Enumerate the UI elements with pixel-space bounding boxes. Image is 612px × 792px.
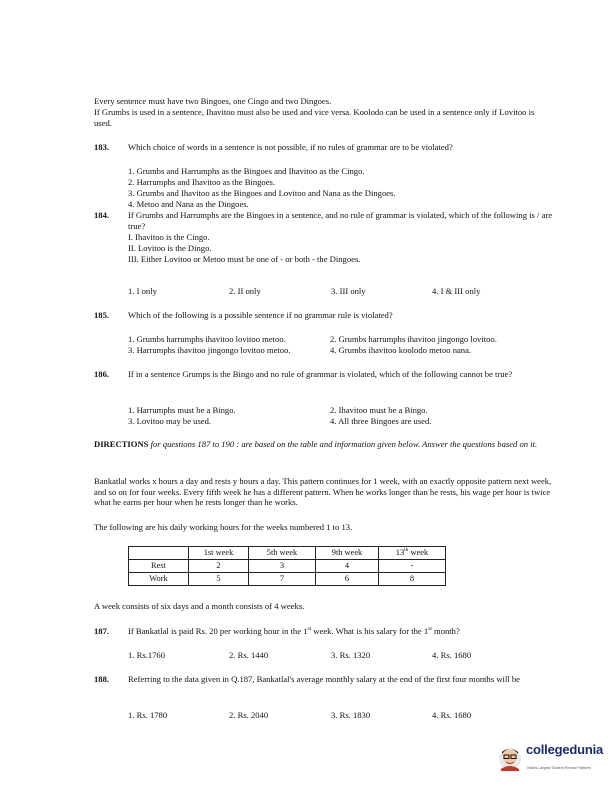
table-header-cell: 1st week — [189, 547, 249, 560]
directions — [94, 439, 554, 450]
table-header-cell: 5th week — [249, 547, 316, 560]
question-184-text: If Grumbs and Harrumphs are the Bingoes in a sentence, and no rule of grammar is violated, which of the following is / are true? — [128, 210, 553, 231]
question-188-number: 188. — [94, 674, 110, 684]
question-184-statement-1: I. Ihavitoo is the Cingo. — [128, 232, 210, 242]
brand-name: collegedunia — [526, 742, 604, 757]
question-184-option-3: 3. III only — [331, 286, 366, 296]
question-185-option-4: 4. Grumbs ihavitoo koolodo metoo nana. — [330, 345, 472, 355]
question-184-option-2: 2. II only — [229, 286, 261, 296]
directions-label: DIRECTIONS — [94, 439, 149, 449]
table-cell: 2 — [189, 560, 249, 573]
question-186-option-2: 2. Ihavitoo must be a Bingo. — [330, 405, 428, 415]
question-185-option-2: 2. Grumbs harrumphs ihavitoo jingongo lovitoo. — [330, 334, 497, 344]
question-185-option-1: 1. Grumbs harrumphs ihavitoo lovitoo metoo. — [128, 334, 286, 344]
question-186-option-1: 1. Harrumphs must be a Bingo. — [128, 405, 236, 415]
directions-text: for questions 187 to 190 : are based on the table and information given below. Answer the questions based on it. — [148, 439, 538, 449]
question-188-option-3: 3. Rs. 1830 — [331, 710, 371, 720]
intro-rule-1: Every sentence must have two Bingoes, one Cingo and two Dingoes. — [94, 96, 332, 106]
table-cell: - — [379, 560, 446, 573]
question-188-option-2: 2. Rs. 2040 — [229, 710, 269, 720]
table-cell: 8 — [379, 573, 446, 586]
question-187-text: If Bankatlal is paid Rs. 20 per working hour in the 1st week. What is his salary for the 1st month? — [128, 626, 460, 636]
table-row — [129, 560, 446, 573]
table-cell: 5 — [189, 573, 249, 586]
question-187-number: 187. — [94, 626, 110, 636]
table-header-text: 9th week — [331, 548, 363, 557]
question-184-option-1: 1. I only — [128, 286, 157, 296]
question-183-text: Which choice of words in a sentence is not possible, if no rules of grammar are to be violated? — [128, 142, 453, 152]
question-185-number: 185. — [94, 310, 110, 320]
table-cell: 4 — [316, 560, 379, 573]
passage-lead: The following are his daily working hours for the weeks numbered 1 to 13. — [94, 522, 353, 532]
question-186-option-3: 3. Lovitoo may be used. — [128, 416, 212, 426]
question-188-text: Referring to the data given in Q.187, Bankatlal's average monthly salary at the end of the first four months will be — [128, 674, 520, 684]
question-185-text: Which of the following is a possible sentence if no grammar rule is violated? — [128, 310, 393, 320]
table-row — [129, 573, 446, 586]
question-183-option-2: 2. Harrumphs and Ihavitoo as the Bingoes. — [128, 177, 276, 187]
question-188-option-4: 4. Rs. 1680 — [432, 710, 472, 720]
question-187-option-4: 4. Rs. 1680 — [432, 650, 472, 660]
question-184-number: 184. — [94, 210, 110, 220]
question-184-statement-2: II. Lovitoo is the Dingo. — [128, 243, 212, 253]
passage-paragraph: Bankatlal works x hours a day and rests y hours a day. This pattern continues for 1 week, with an exactly opposite pattern next week, and so on for four weeks. Every fifth week he has a different pattern. When he works longer than he rests, his wage per hour is twice what he earns per hour when he rests longer than he works. — [94, 476, 552, 508]
table-header-row — [129, 547, 446, 560]
working-hours-table — [128, 546, 446, 586]
table-cell: Rest — [129, 560, 189, 573]
table-header-cell: 13th week — [379, 547, 446, 560]
week-note: A week consists of six days and a month consists of 4 weeks. — [94, 601, 305, 611]
table-header-cell — [316, 547, 379, 560]
question-187-option-2: 2. Rs. 1440 — [229, 650, 269, 660]
question-183-option-3: 3. Grumbs and Ihavitoo as the Bingoes and Lovitoo and Nana as the Dingoes. — [128, 188, 396, 198]
question-183-option-4: 4. Metoo and Nana as the Dingoes. — [128, 199, 249, 209]
table-cell: 3 — [249, 560, 316, 573]
question-188-option-1: 1. Rs. 1780 — [128, 710, 168, 720]
table-cell: Work — [129, 573, 189, 586]
table-cell: 7 — [249, 573, 316, 586]
table-header-cell — [129, 547, 189, 560]
table-cell: 6 — [316, 573, 379, 586]
question-186-number: 186. — [94, 369, 110, 379]
question-186-text: If in a sentence Grumps is the Bingo and no rule of grammar is violated, which of the following cannot be true? — [128, 369, 513, 379]
question-184-option-4: 4. I & III only — [432, 286, 481, 296]
question-187-option-3: 3. Rs. 1320 — [331, 650, 371, 660]
question-184-statement-3: III. Either Lovitoo or Metoo must be one of - or both - the Dingoes. — [128, 254, 361, 264]
question-186-option-4: 4. All three Bingoes are used. — [330, 416, 432, 426]
question-183-number: 183. — [94, 142, 110, 152]
question-185-option-3: 3. Harrumphs ihavitoo jingongo lovitoo metoo. — [128, 345, 291, 355]
brand-tagline: India's Largest Student Review Platform — [527, 766, 591, 770]
question-187-option-1: 1. Rs.1760 — [128, 650, 166, 660]
intro-rule-2: If Grumbs is used in a sentence, Ihavitoo must also be used and vice versa. Koolodo can be used in a sentence only if Lovitoo is used. — [94, 107, 535, 128]
question-183-option-1: 1. Grumbs and Harrumphs as the Bingoes and Ihavitoo as the Cingo. — [128, 166, 365, 176]
